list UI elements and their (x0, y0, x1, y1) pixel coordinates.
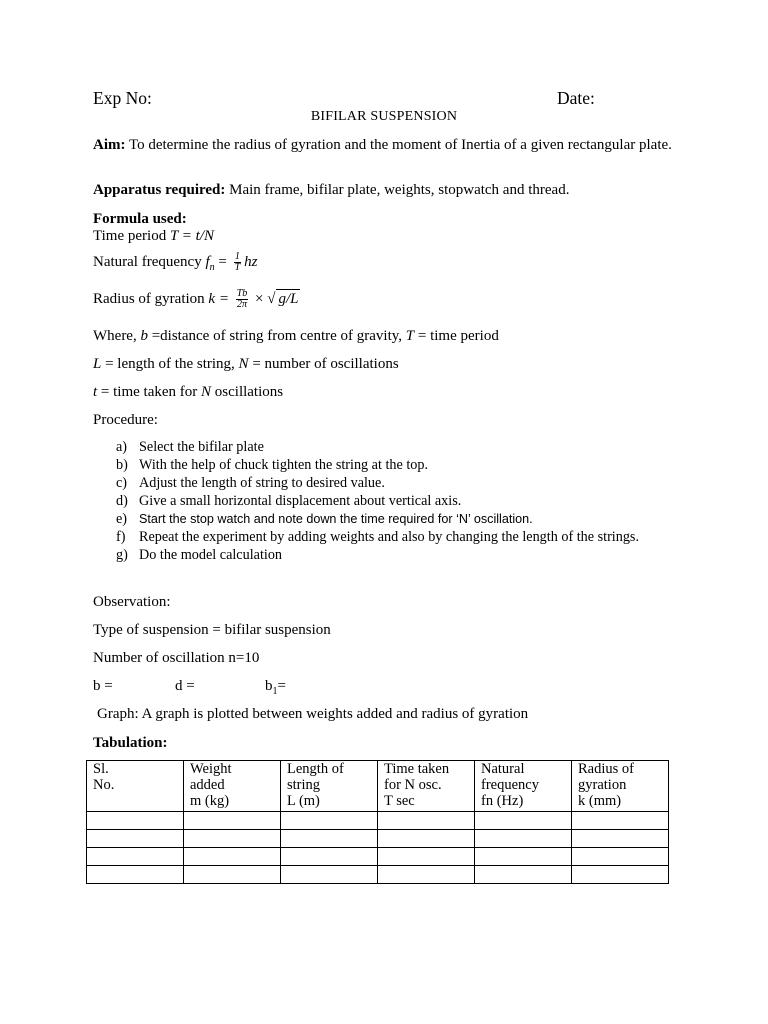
b1-subscript: 1 (272, 686, 278, 697)
table-cell[interactable] (87, 812, 184, 830)
column-header-time-taken (378, 761, 475, 812)
table-cell[interactable] (572, 812, 669, 830)
header-line: Natural (481, 761, 525, 777)
table-cell[interactable] (87, 848, 184, 866)
step-marker: d) (116, 493, 128, 509)
step-text: With the help of chuck tighten the string at the top. (139, 457, 429, 473)
graph-note: Graph: A graph is plotted between weights added and radius of gyration (97, 706, 529, 722)
table-cell[interactable] (87, 830, 184, 848)
natural-frequency-formula (93, 252, 258, 277)
step-marker: e) (116, 511, 128, 527)
procedure-step (93, 510, 653, 528)
apparatus-paragraph (93, 181, 569, 199)
header-line: Sl. (93, 761, 109, 777)
square-root-term: g/L (278, 291, 299, 307)
number-of-oscillation: Number of oscillation n=10 (93, 650, 260, 666)
table-row (87, 848, 669, 866)
table-cell[interactable] (378, 848, 475, 866)
apparatus-label: Apparatus required: (93, 182, 226, 198)
step-marker: a) (116, 439, 128, 455)
step-marker: b) (116, 457, 128, 473)
column-header-sl-no (87, 761, 184, 812)
time-period-expression: T = t/N (169, 228, 214, 244)
table-cell[interactable] (378, 866, 475, 884)
where-t-prefix: = time taken for (97, 384, 202, 400)
where-symbol-l: L (93, 356, 102, 372)
table-cell[interactable] (184, 812, 281, 830)
time-period-formula (93, 227, 214, 245)
step-marker: c) (116, 475, 128, 491)
header-line: T sec (384, 793, 415, 809)
where-prefix: Where, (93, 328, 141, 344)
suspension-type: Type of suspension = bifilar suspension (93, 622, 331, 638)
aim-paragraph (93, 136, 673, 154)
observation-table (86, 760, 669, 884)
table-cell[interactable] (475, 866, 572, 884)
step-text: Start the stop watch and note down the time required for ‘N’ oscillation. (139, 512, 533, 526)
where-symbol-n-2: N (201, 384, 212, 400)
header-line: frequency (481, 777, 539, 793)
radius-of-gyration-formula: Radius of gyration k = $\frac{Tb}{2\pi}$ × √ g/L (93, 288, 299, 311)
table-cell[interactable] (572, 830, 669, 848)
table-cell[interactable] (572, 848, 669, 866)
header-line: Weight (190, 761, 232, 777)
step-text: Select the bifilar plate (139, 439, 264, 455)
where-line-2 (93, 355, 399, 373)
where-l-definition: = length of the string, (101, 356, 239, 372)
page-title: BIFILAR SUSPENSION (310, 109, 458, 124)
step-marker: g) (116, 547, 128, 563)
header-line: Time taken (384, 761, 450, 777)
step-text: Adjust the length of string to desired value. (139, 475, 385, 491)
column-header-length (281, 761, 378, 812)
table-row (87, 812, 669, 830)
table-cell[interactable] (572, 866, 669, 884)
times-symbol: × (251, 291, 268, 307)
where-b-definition: =distance of string from centre of gravity, (147, 328, 406, 344)
where-symbol-t: T (405, 328, 415, 344)
table-cell[interactable] (184, 848, 281, 866)
column-header-radius-of-gyration (572, 761, 669, 812)
observation-heading: Observation: (93, 594, 171, 610)
d-field-label: d = (175, 678, 195, 694)
header-line: for N osc. (384, 777, 442, 793)
table-cell[interactable] (281, 848, 378, 866)
header-line: k (mm) (578, 793, 622, 809)
table-cell[interactable] (475, 830, 572, 848)
natural-frequency-subscript: n (209, 261, 215, 273)
header-line: fn (Hz) (481, 793, 524, 809)
table-cell[interactable] (475, 812, 572, 830)
table-body (87, 812, 669, 884)
b-field-label: b = (93, 678, 113, 694)
where-symbol-n: N (238, 356, 249, 372)
table-header-row (87, 761, 669, 812)
step-text: Give a small horizontal displacement about vertical axis. (139, 493, 462, 509)
where-symbol-small-t: t (93, 384, 98, 400)
natural-frequency-fraction (234, 252, 242, 273)
table-cell[interactable] (184, 830, 281, 848)
header-line: Length of (287, 761, 344, 777)
apparatus-text: Main frame, bifilar plate, weights, stopwatch and thread. (225, 182, 570, 198)
procedure-step (93, 438, 653, 456)
column-header-weight (184, 761, 281, 812)
where-n-definition: = number of oscillations (248, 356, 399, 372)
header-line: L (m) (287, 793, 320, 809)
step-text: Do the model calculation (139, 547, 283, 563)
natural-frequency-unit: hz (244, 253, 258, 270)
radius-of-gyration-fraction (236, 289, 249, 310)
header-line: Radius of (578, 761, 634, 777)
table-cell[interactable] (475, 848, 572, 866)
where-symbol-b: b (140, 328, 148, 344)
column-header-natural-frequency (475, 761, 572, 812)
tabulation-heading: Tabulation: (93, 735, 168, 751)
header-line: m (kg) (190, 793, 230, 809)
b1-letter: b (265, 678, 273, 694)
fraction-denominator: T (234, 262, 241, 273)
natural-frequency-label: Natural frequency (93, 253, 206, 270)
natural-frequency-equals: = (214, 253, 231, 270)
fraction-numerator: 1 (234, 251, 240, 262)
radius-of-gyration-lhs: k = (208, 291, 233, 307)
table-cell[interactable] (184, 866, 281, 884)
procedure-step (93, 474, 653, 492)
header-line: gyration (578, 777, 627, 793)
fraction-numerator: Tb (236, 288, 248, 300)
where-t-suffix: oscillations (211, 384, 284, 400)
procedure-heading: Procedure: (93, 412, 158, 428)
b1-field-label (265, 677, 286, 701)
procedure-step (93, 456, 653, 474)
table-cell[interactable] (281, 866, 378, 884)
fraction-denominator: 2π (236, 299, 247, 311)
time-period-label: Time period (93, 228, 170, 244)
b1-equals: = (277, 678, 286, 694)
where-line-3 (93, 383, 283, 401)
procedure-step (93, 546, 653, 564)
table-cell[interactable] (378, 830, 475, 848)
formula-heading: Formula used: (93, 211, 187, 227)
radius-of-gyration-label: Radius of gyration (93, 291, 209, 307)
table-cell[interactable] (87, 866, 184, 884)
where-line-1 (93, 327, 499, 345)
table-cell[interactable] (281, 812, 378, 830)
where-t-definition: = time period (414, 328, 499, 344)
header-line: No. (93, 777, 115, 793)
table-row (87, 830, 669, 848)
exp-no-label: Exp No: (93, 88, 152, 108)
natural-frequency-symbol: f (205, 253, 210, 270)
step-text: Repeat the experiment by adding weights and also by changing the length of the strings. (139, 529, 639, 545)
date-label: Date: (557, 88, 595, 108)
table-row (87, 866, 669, 884)
procedure-step (93, 528, 653, 546)
step-marker: f) (116, 529, 126, 545)
procedure-list (93, 438, 653, 564)
procedure-step (93, 492, 653, 510)
table-cell[interactable] (281, 830, 378, 848)
header-line: added (190, 777, 225, 793)
header-line: string (287, 777, 321, 793)
table-cell[interactable] (378, 812, 475, 830)
aim-text: To determine the radius of gyration and the moment of Inertia of a given rectangular plate. (125, 137, 672, 153)
aim-label: Aim: (93, 137, 126, 153)
